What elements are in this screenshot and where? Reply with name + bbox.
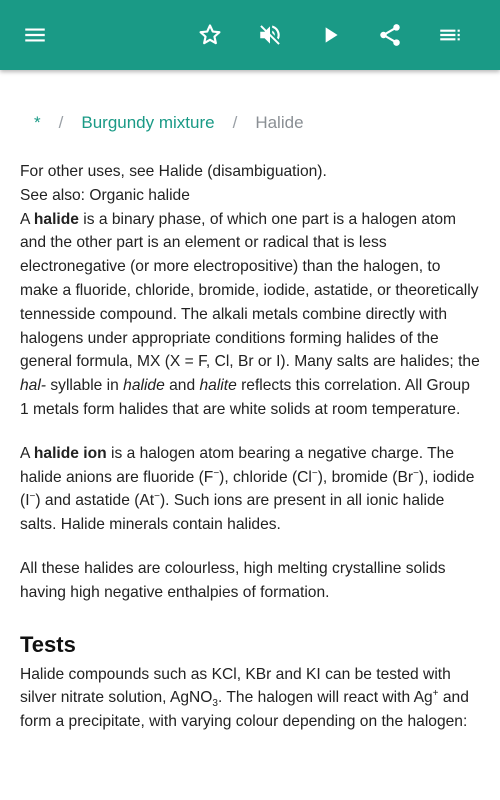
superscript: − — [213, 467, 220, 479]
italic-term: hal- — [20, 377, 47, 395]
text: ) and astatide (At — [35, 492, 155, 510]
text: is a halogen atom bearing a negative charge. The halide anions are fluoride (F — [20, 444, 454, 486]
app-toolbar — [0, 0, 500, 70]
superscript: − — [154, 491, 160, 503]
text: ), iodide (I — [20, 468, 475, 510]
text: A — [20, 210, 34, 228]
breadcrumb-home[interactable]: * — [34, 113, 41, 132]
breadcrumb-separator: / — [232, 113, 238, 132]
play-icon — [317, 22, 343, 48]
text: ), bromide (Br — [317, 468, 414, 486]
section-heading-tests: Tests — [20, 631, 76, 657]
share-button[interactable] — [370, 15, 410, 55]
breadcrumb-parent[interactable]: Burgundy mixture — [81, 113, 215, 132]
text: Halide compounds such as KCl, KBr and KI can be tested with silver nitrate solution, AgNO — [20, 665, 451, 707]
text: reflects this correlation. All Group 1 metals form halides that are white solids at room temperature. — [20, 377, 470, 418]
volume-off-icon — [257, 22, 283, 48]
superscript: − — [29, 491, 36, 503]
breadcrumb — [34, 113, 304, 133]
superscript: − — [413, 467, 419, 479]
menu-icon — [22, 22, 48, 48]
italic-term: halite — [199, 377, 237, 395]
text: and — [164, 377, 200, 395]
text: A — [20, 444, 34, 462]
share-icon — [377, 22, 403, 48]
play-button[interactable] — [310, 15, 350, 55]
text: syllable in — [46, 377, 124, 395]
bold-term: halide — [33, 210, 79, 228]
text: ). Such ions are present in all ionic halide salts. Halide minerals contain halides. — [20, 492, 445, 534]
subscript: 3 — [212, 698, 218, 710]
article-body — [20, 160, 482, 754]
text: is a binary phase, of which one part is a halogen atom and the other part is an element or radical that is less electronegative (or more electropositive) than the halogen, to make a fluoride, chloride, bromide, iodide, astatide, or theoretically tennesside compound. The alkali metals combine directly with halogens under appropriate conditions forming halides of the general formula, MX (X = F, Cl, Br or I). Many salts are halides; the — [20, 210, 480, 371]
paragraph-properties: All these halides are colourless, high melting crystalline solids having high negative enthalpies of formation. — [20, 559, 446, 601]
superscript: + — [432, 688, 439, 700]
breadcrumb-current: Halide — [255, 113, 304, 132]
bold-term: halide ion — [33, 444, 107, 462]
superscript: − — [311, 467, 318, 479]
bookmark-button[interactable] — [190, 15, 230, 55]
toc-icon — [437, 22, 463, 48]
italic-term: halide — [123, 377, 165, 395]
star-icon — [197, 22, 223, 48]
toc-button[interactable] — [430, 15, 470, 55]
breadcrumb-separator: / — [58, 113, 64, 132]
text: . The halogen will react with Ag — [217, 689, 433, 707]
hatnote-disambiguation: For other uses, see Halide (disambiguation). — [20, 163, 327, 180]
text: ), chloride (Cl — [219, 468, 312, 486]
hatnote-see-also: See also: Organic halide — [20, 186, 190, 204]
text: and form a precipitate, with varying colour depending on the halogen: — [20, 689, 469, 731]
menu-button[interactable] — [15, 15, 55, 55]
paragraph-tests — [20, 663, 482, 734]
mute-button[interactable] — [250, 15, 290, 55]
paragraph-definition — [20, 208, 482, 422]
paragraph-halide-ion — [20, 442, 482, 537]
